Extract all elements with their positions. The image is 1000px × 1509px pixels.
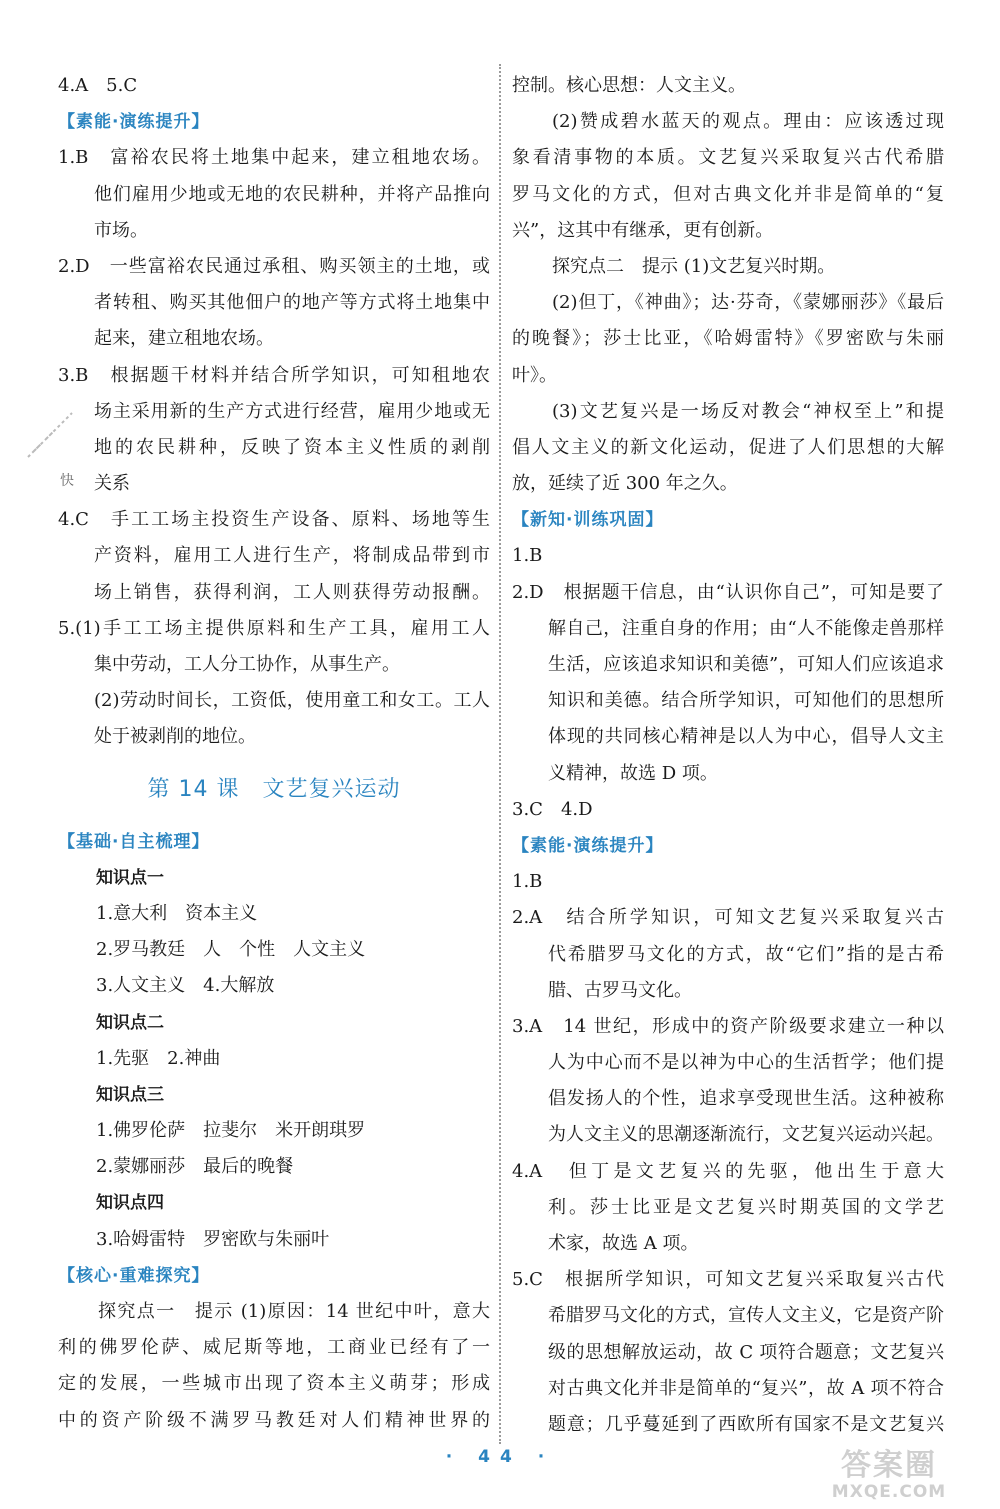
text-line: 市场。 bbox=[94, 219, 148, 241]
section-header: 【新知·训练巩固】 bbox=[512, 510, 664, 531]
text-line: 义精神，故选 D 项。 bbox=[548, 762, 718, 784]
text-line: 3.A 14 世纪，形成中的资产阶级要求建立一种以 bbox=[512, 1015, 944, 1037]
text-line: 2.D 一些富裕农民通过承租、购买领主的土地，或 bbox=[58, 255, 490, 277]
text-line: 的晚餐》；莎士比亚，《哈姆雷特》《罗密欧与朱丽 bbox=[512, 328, 944, 350]
text-line: 4.A 但丁是文艺复兴的先驱，他出生于意大 bbox=[512, 1160, 944, 1182]
watermark-bottom: MXQE.COM bbox=[831, 1482, 947, 1502]
text-line: (2)劳动时间长，工资低，使用童工和女工。工人 bbox=[94, 690, 490, 712]
text-line: 利。莎士比亚是文艺复兴时期英国的文学艺 bbox=[548, 1196, 944, 1218]
text-line: 3.B 根据题干材料并结合所学知识，可知租地农 bbox=[58, 364, 490, 386]
knowledge-point-heading: 知识点二 bbox=[96, 1012, 164, 1033]
text-line: 体现的共同核心精神是以人为中心，倡导人文主 bbox=[548, 726, 944, 748]
text-line: 他们雇用少地或无地的农民耕种，并将产品推向 bbox=[94, 183, 490, 205]
text-line: 倡发扬人的个性，追求享受现世生活。这种被称 bbox=[548, 1088, 944, 1110]
text-line: 2.D 根据题干信息，由“认识你自己”，可知是要了 bbox=[512, 581, 944, 603]
text-line: 象看清事物的本质。文艺复兴采取复兴古代希腊 bbox=[512, 147, 944, 169]
text-line: 利的佛罗伦萨、威尼斯等地，工商业已经有了一 bbox=[58, 1337, 490, 1359]
text-line: 4.C 手工工场主投资生产设备、原料、场地等生 bbox=[58, 509, 490, 531]
text-line: 人为中心而不是以神为中心的生活哲学；他们提 bbox=[548, 1052, 944, 1074]
pen-scribble-icon bbox=[20, 405, 80, 465]
text-line: 4.A 5.C bbox=[58, 75, 138, 96]
text-line: 2.蒙娜丽莎 最后的晚餐 bbox=[96, 1156, 294, 1178]
text-line: 兴”，这其中有继承，更有创新。 bbox=[512, 219, 774, 241]
text-line: 定的发展，一些城市出现了资本主义萌芽；形成 bbox=[58, 1373, 490, 1395]
text-line: 腊、古罗马文化。 bbox=[548, 979, 692, 1001]
text-line: 1.佛罗伦萨 拉斐尔 米开朗琪罗 bbox=[96, 1120, 366, 1142]
left-column bbox=[58, 68, 490, 1439]
text-line: 罗马文化的方式，但对古典文化并非是简单的“复 bbox=[512, 183, 944, 205]
text-line: 倡人文主义的新文化运动，促进了人们思想的大解 bbox=[512, 436, 944, 458]
text-line: 放，延续了近 300 年之久。 bbox=[512, 473, 738, 495]
text-line: 5.(1)手工工场主提供原料和生产工具，雇用工人 bbox=[58, 617, 490, 639]
knowledge-point-heading: 知识点三 bbox=[96, 1084, 164, 1105]
text-line: 3.哈姆雷特 罗密欧与朱丽叶 bbox=[96, 1228, 330, 1250]
lesson-title: 第 14 课 文艺复兴运动 bbox=[147, 776, 401, 802]
text-line: 3.人文主义 4.大解放 bbox=[96, 975, 275, 997]
text-line: 2.A 结合所学知识，可知文艺复兴采取复兴古 bbox=[512, 907, 944, 929]
text-line: 1.意大利 资本主义 bbox=[96, 902, 258, 924]
text-line: 集中劳动，工人分工协作，从事生产。 bbox=[94, 654, 400, 675]
text-line: 探究点一 提示 (1)原因：14 世纪中叶，意大 bbox=[98, 1301, 490, 1322]
section-header: 【核心·重难探究】 bbox=[58, 1265, 210, 1286]
page-number-value: 44 bbox=[478, 1447, 522, 1467]
section-header: 【基础·自主梳理】 bbox=[58, 831, 210, 852]
text-line: 地的农民耕种，反映了资本主义性质的剥削 bbox=[94, 436, 490, 458]
text-line: 探究点二 提示 (1)文艺复兴时期。 bbox=[552, 255, 836, 277]
text-line: 场上销售，获得利润，工人则获得劳动报酬。 bbox=[94, 581, 490, 603]
text-line: 生活，应该追求知识和美德”，可知人们应该追求 bbox=[548, 654, 944, 675]
text-line: 1.B bbox=[512, 545, 543, 567]
text-line: 1.B 富裕农民将土地集中起来，建立租地农场。 bbox=[58, 147, 490, 169]
watermark-logo bbox=[804, 1450, 974, 1505]
text-line: 希腊罗马文化的方式，宣传人文主义，它是资产阶 bbox=[548, 1305, 944, 1327]
text-line: 关系 bbox=[94, 473, 130, 495]
text-line: 解自己，注重自身的作用；由“人不能像走兽那样 bbox=[548, 617, 944, 639]
text-line: 3.C 4.D bbox=[512, 798, 593, 820]
section-header: 【素能·演练提升】 bbox=[512, 835, 664, 856]
text-line: 场主采用新的生产方式进行经营，雇用少地或无 bbox=[94, 400, 490, 422]
knowledge-point-heading: 知识点四 bbox=[96, 1193, 164, 1214]
text-line: 术家，故选 A 项。 bbox=[548, 1233, 699, 1254]
text-line: 处于被剥削的地位。 bbox=[94, 726, 256, 748]
text-line: 对古典文化并非是简单的“复兴”，故 A 项不符合 bbox=[548, 1377, 944, 1399]
text-line: 1.B bbox=[512, 871, 543, 893]
knowledge-point-heading: 知识点一 bbox=[96, 867, 164, 888]
column-divider bbox=[499, 64, 501, 1444]
right-column bbox=[512, 68, 944, 1443]
text-line: (3)文艺复兴是一场反对教会“神权至上”和提 bbox=[552, 400, 944, 422]
margin-note: 快 bbox=[60, 473, 74, 489]
text-line: 者转租、购买其他佃户的地产等方式将土地集中 bbox=[94, 292, 490, 314]
text-line: 2.罗马教廷 人 个性 人文主义 bbox=[96, 939, 366, 961]
text-line: 代希腊罗马文化的方式，故“它们”指的是古希 bbox=[548, 943, 944, 965]
text-line: (2)但丁，《神曲》；达·芬奇，《蒙娜丽莎》《最后 bbox=[552, 292, 944, 314]
text-line: 为人文主义的思潮逐渐流行，文艺复兴运动兴起。 bbox=[548, 1124, 944, 1146]
text-line: (2)赞成碧水蓝天的观点。理由：应该透过现 bbox=[552, 111, 944, 133]
text-line: 题意；几乎蔓延到了西欧所有国家不是文艺复兴 bbox=[548, 1413, 944, 1435]
text-line: 知识和美德。结合所学知识，可知他们的思想所 bbox=[548, 690, 944, 712]
text-line: 叶》。 bbox=[512, 364, 557, 386]
section-header: 【素能·演练提升】 bbox=[58, 112, 210, 133]
text-line: 中的资产阶级不满罗马教廷对人们精神世界的 bbox=[58, 1409, 490, 1431]
text-line: 起来，建立租地农场。 bbox=[94, 328, 274, 350]
text-line: 1.先驱 2.神曲 bbox=[96, 1047, 221, 1069]
text-line: 产资料，雇用工人进行生产，将制成品带到市 bbox=[94, 545, 490, 567]
watermark-top: 答案圈 bbox=[841, 1448, 937, 1483]
page-number: · 44 · bbox=[445, 1447, 555, 1467]
text-line: 5.C 根据所学知识，可知文艺复兴采取复兴古代 bbox=[512, 1269, 944, 1291]
text-line: 控制。核心思想：人文主义。 bbox=[512, 75, 746, 96]
text-line: 级的思想解放运动，故 C 项符合题意；文艺复兴 bbox=[548, 1341, 944, 1363]
